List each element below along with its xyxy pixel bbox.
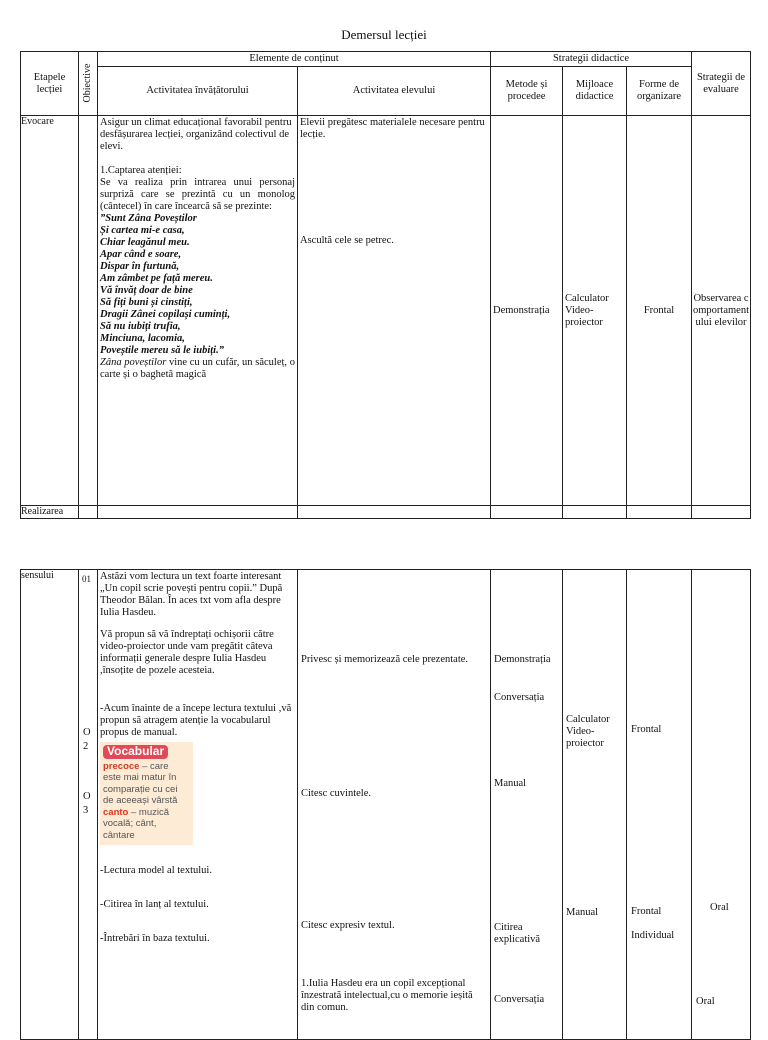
poem: ”Sunt Zâna Poveștilor Și cartea mi-e casa, Chiar leagănul meu. Apar când e soare, Dispar în furtună, Am zâmbet pe față mereu. Vă învăț doar de bine Să fiți buni și cinstiți, Dragii Zânei copilași cuminți, Să nu iubiți trufia, Minciuna, lacomia, Poveștile mereu să le iubiți.” [100,213,231,356]
vocabulary-box: Vocabular precoce – care este mai matur în comparație cu cei de aceeași vârstă canto – muzică vocală; cânt, cântare [100,742,193,845]
table-row-realizarea [21,506,751,519]
evaluare-evocare: Observarea comportamentului elevilor [692,116,751,506]
etapa-sensului: sensului [21,570,79,1040]
obiective-cell [79,116,98,506]
lesson-table-header [20,51,751,519]
activitatea-elevului-sensului: Privesc și memorizează cele prezentate. Citesc cuvintele. Citesc expresiv textul. 1.Iulia Hasdeu era un copil excepțional înzestrată intelectual,cu o memorie ieșită din comun. [298,570,491,1040]
header-obiective: Obiective [79,52,98,116]
vocabulary-title: Vocabular [103,745,168,759]
evaluare-sensului: Oral Oral [692,570,751,1040]
header-strategii: Strategii didactice [491,52,692,67]
activitatea-elevului-evocare: Elevii pregătesc materialele necesare pentru lecție. Ascultă cele se petrec. [298,116,491,506]
forme-sensului: Frontal Frontal Individual [627,570,692,1040]
lesson-table-continuation [20,569,751,1040]
table-row-realizarea-sensului [21,570,751,1040]
forme-evocare: Frontal [627,116,692,506]
header-mijloace: Mijloace didactice [563,67,627,116]
header-metode: Metode și procedee [491,67,563,116]
activitatea-invatatorului-sensului: Astăzi vom lectura un text foarte interesant „Un copil scrie povești pentru copii.” După Theodor Bălan. În aces txt vom afla despre Iulia Hasdeu. Vă propun să vă îndreptați ochișorii către video-proiector unde vam pregătit câteva informații generale despre Iulia Hasdeu ,însoțite de pozele acesteia. -Acum înainte de a începe lectura textului ,vă propun să atragem atenție la vocabularul propus de manual. Vocabular precoce – care este mai matur în comparație cu cei de aceeași vârstă canto – muzică vocală; cânt, cântare -Lectura model al textului. -Citirea în lanț al textului. -Întrebări în baza textului. [98,570,298,1040]
metode-evocare: Demonstrația [491,116,563,506]
header-forme: Forme de organizare [627,67,692,116]
header-etape: Etapele lecției [21,52,79,116]
table-row-evocare [21,116,751,506]
etapa-realizarea: Realizarea [21,506,79,519]
metode-sensului: Demonstrația Conversația Manual Citirea explicativă Conversația [491,570,563,1040]
activitatea-invatatorului-evocare: Asigur un climat educațional favorabil pentru desfășurarea lecției, organizând colectivul de elevi. 1.Captarea atenției: Se va realiza prin intrarea unui personaj surpriză care se prezintă cu un monolog (cântecel) în care încearcă să se prezinte: ”Sunt Zâna Poveștilor Și cartea mi-e casa, Chiar leagănul meu. Apar când e soare, Dispar în furtună, Am zâmbet pe față mereu. Vă învăț doar de bine Să fiți buni și cinstiți, Dragii Zânei copilași cuminți, Să nu iubiți trufia, Minciuna, lacomia, Poveștile mereu să le iubiți.” Zâna poveștilor vine cu un cufăr, un săculeț, o carte și o baghetă magică [98,116,298,506]
mijloace-sensului: Calculator Video-proiector Manual [563,570,627,1040]
header-elemente: Elemente de conținut [98,52,491,67]
mijloace-evocare: Calculator Video-proiector [563,116,627,506]
header-activitatea-invatatorului: Activitatea învățătorului [98,67,298,116]
etapa-evocare: Evocare [21,116,79,506]
obiective-column [79,570,98,1040]
page-title: Demersul lecției [341,27,427,42]
header-strategii-evaluare: Strategii de evaluare [692,52,751,116]
obiectiv-01: 01 [82,574,91,584]
obiectiv-03: O 3 [83,791,91,816]
header-activitatea-elevului: Activitatea elevului [298,67,491,116]
obiectiv-02: O 2 [83,727,91,752]
